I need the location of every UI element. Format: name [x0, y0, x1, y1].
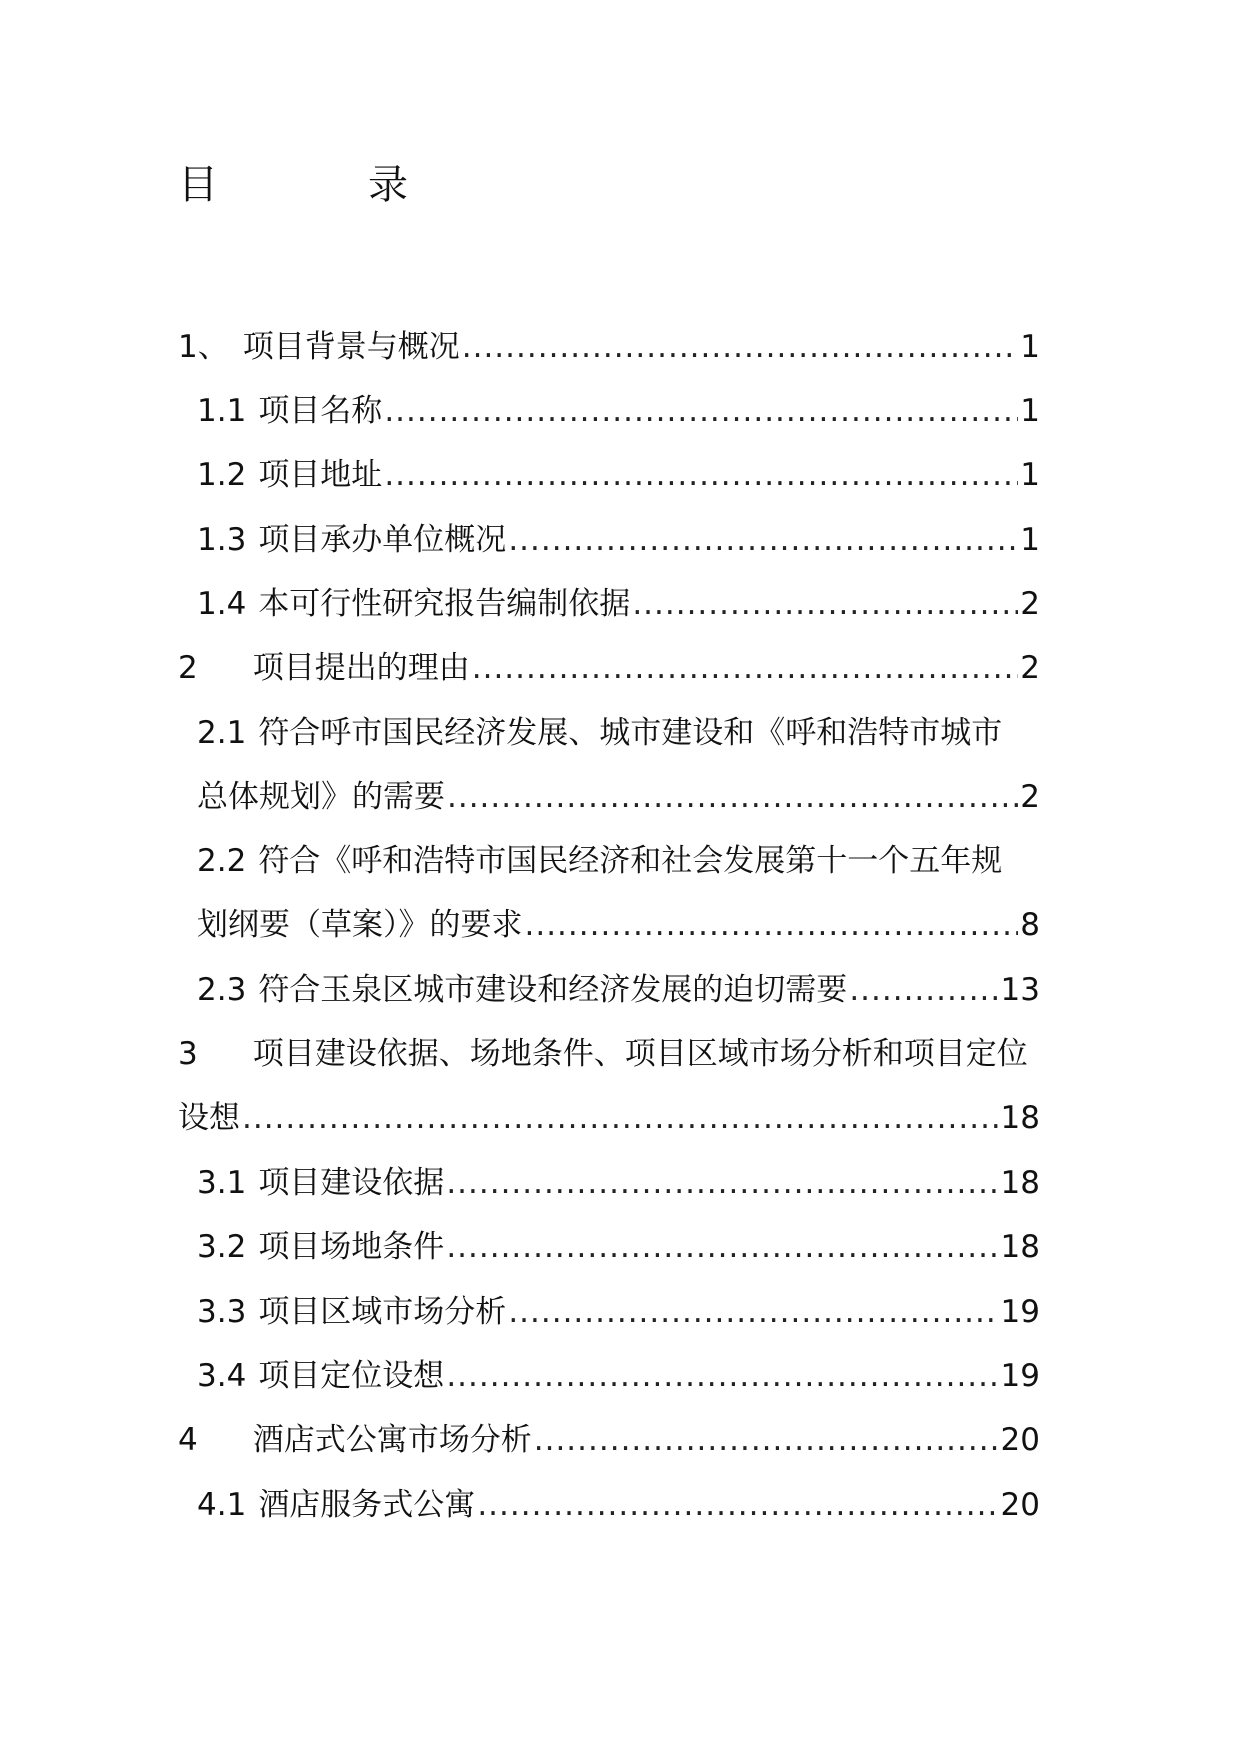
- toc-entry-number: 2.2: [197, 843, 247, 879]
- toc-entry-2[interactable]: [178, 636, 1040, 700]
- toc-entry-3-3[interactable]: [197, 1280, 1040, 1344]
- toc-page-number: 18: [1000, 1229, 1040, 1265]
- toc-page-number: 19: [1000, 1294, 1040, 1330]
- toc-entry-3-1[interactable]: [197, 1151, 1040, 1215]
- toc-dot-leader: [508, 1280, 998, 1344]
- toc-entry-label: 项目承办单位概况: [258, 522, 507, 558]
- toc-dot-leader: [242, 1086, 999, 1150]
- toc-entry-label: 符合《呼和浩特市国民经济和社会发展第十一个五年规: [258, 843, 1003, 879]
- toc-entry-number: 2.1: [197, 715, 247, 751]
- toc-page-number: 20: [1000, 1422, 1040, 1458]
- toc-entry-number: 1.3: [197, 522, 247, 558]
- toc-page-number: 2: [1020, 779, 1040, 815]
- toc-page-number: 1: [1020, 393, 1040, 429]
- toc-entry-2-1-line1[interactable]: [197, 701, 1077, 765]
- toc-entry-label: 本可行性研究报告编制依据: [258, 586, 631, 622]
- toc-dot-leader: [534, 1408, 999, 1472]
- toc-entry-4[interactable]: [178, 1408, 1040, 1472]
- toc-entry-label-continued: 划纲要（草案）》的要求: [197, 907, 523, 943]
- toc-heading-char-1: 目: [178, 162, 218, 208]
- toc-page-number: 19: [1000, 1358, 1040, 1394]
- toc-entry-number: 2.3: [197, 972, 247, 1008]
- toc-entry-number: 3.4: [197, 1358, 247, 1394]
- toc-page-number: 2: [1020, 650, 1040, 686]
- toc-dot-leader: [632, 572, 1018, 636]
- toc-entry-number: 1.1: [197, 393, 247, 429]
- toc-entry-number: 1.4: [197, 586, 247, 622]
- toc-dot-leader: [384, 443, 1018, 507]
- toc-page-number: 18: [1000, 1100, 1040, 1136]
- toc-dot-leader: [446, 1344, 998, 1408]
- toc-dot-leader: [472, 636, 1019, 700]
- toc-entry-label: 项目建设依据: [258, 1165, 445, 1201]
- toc-entry-1-1[interactable]: [197, 379, 1040, 443]
- toc-entry-3-4[interactable]: [197, 1344, 1040, 1408]
- toc-entry-1-2[interactable]: [197, 443, 1040, 507]
- toc-heading-char-2: 录: [368, 162, 408, 208]
- toc-entry-number: 3: [178, 1036, 198, 1072]
- toc-dot-leader: [447, 765, 1018, 829]
- toc-dot-leader: [525, 893, 1019, 957]
- toc-entry-3-line1[interactable]: [178, 1022, 1078, 1086]
- toc-entry-label-continued: 设想: [178, 1100, 240, 1136]
- toc-entry-number: 4: [178, 1422, 198, 1458]
- toc-entry-label: 符合玉泉区城市建设和经济发展的迫切需要: [258, 972, 848, 1008]
- toc-entry-label: 项目场地条件: [258, 1229, 445, 1265]
- toc-entry-number: 3.3: [197, 1294, 247, 1330]
- toc-entry-3-line2[interactable]: [178, 1086, 1040, 1150]
- toc-dot-leader: [446, 1215, 998, 1279]
- toc-page-number: 2: [1020, 586, 1040, 622]
- toc-page-number: 1: [1020, 457, 1040, 493]
- toc-entry-number: 1、: [178, 329, 229, 365]
- toc-entry-2-1-line2[interactable]: [197, 765, 1040, 829]
- toc-entry-1-3[interactable]: [197, 508, 1040, 572]
- toc-page-number: 13: [1000, 972, 1040, 1008]
- toc-entry-label: 项目背景与概况: [242, 329, 460, 365]
- toc-entry-number: 3.1: [197, 1165, 247, 1201]
- toc-entry-number: 1.2: [197, 457, 247, 493]
- toc-dot-leader: [477, 1473, 998, 1537]
- toc-entry-label: 项目定位设想: [258, 1358, 445, 1394]
- toc-entry-label: 项目提出的理由: [252, 650, 470, 686]
- toc-entry-1[interactable]: [178, 315, 1040, 379]
- toc-entry-1-4[interactable]: [197, 572, 1040, 636]
- toc-entry-label: 项目名称: [258, 393, 383, 429]
- toc-page-number: 1: [1020, 329, 1040, 365]
- toc-entry-2-3[interactable]: [197, 958, 1040, 1022]
- toc-dot-leader: [384, 379, 1018, 443]
- toc-entry-label: 项目地址: [258, 457, 383, 493]
- toc-entry-number: 2: [178, 650, 198, 686]
- toc-entry-3-2[interactable]: [197, 1215, 1040, 1279]
- toc-page-number: 20: [1000, 1487, 1040, 1523]
- toc-dot-leader: [508, 508, 1018, 572]
- toc-entry-label: 酒店服务式公寓: [258, 1487, 476, 1523]
- toc-entry-number: 4.1: [197, 1487, 247, 1523]
- toc-page-number: 18: [1000, 1165, 1040, 1201]
- toc-dot-leader: [446, 1151, 998, 1215]
- toc-entry-label-continued: 总体规划》的需要: [197, 779, 445, 815]
- toc-dot-leader: [462, 315, 1019, 379]
- toc-entry-label: 项目建设依据、场地条件、项目区域市场分析和项目定位: [252, 1036, 1028, 1072]
- toc-entry-4-1[interactable]: [197, 1473, 1040, 1537]
- toc-page-number: 8: [1020, 907, 1040, 943]
- toc-entry-label: 酒店式公寓市场分析: [252, 1422, 532, 1458]
- toc-dot-leader: [849, 958, 998, 1022]
- toc-entry-number: 3.2: [197, 1229, 247, 1265]
- toc-page-number: 1: [1020, 522, 1040, 558]
- toc-entry-label: 项目区域市场分析: [258, 1294, 507, 1330]
- toc-entry-2-2-line1[interactable]: [197, 829, 1077, 893]
- toc-entry-label: 符合呼市国民经济发展、城市建设和《呼和浩特市城市: [258, 715, 1003, 751]
- toc-entry-2-2-line2[interactable]: [197, 893, 1040, 957]
